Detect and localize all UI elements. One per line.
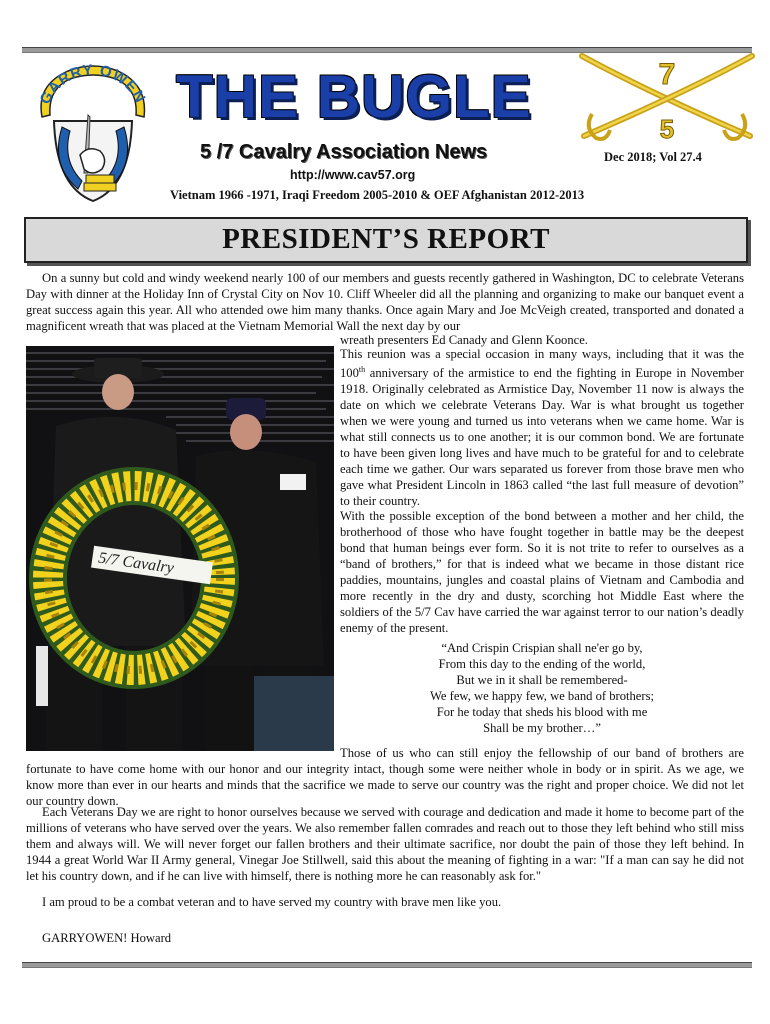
quote-line: From this day to the ending of the world, xyxy=(438,657,646,671)
signoff: GARRYOWEN! Howard xyxy=(42,931,172,945)
quote-line: We few, we happy few, we band of brothers; xyxy=(430,689,654,703)
intro-paragraph xyxy=(26,270,744,334)
quote-line: Shall be my brother…” xyxy=(483,721,601,735)
website-link[interactable]: http://www.cav57.org xyxy=(290,168,416,182)
veterans-day-paragraph: Each Veterans Day we are right to honor ourselves because we served with courage and dedication and made it home to become part of the millions of veterans who have served over the years. We also remember fallen comrades and reach out to those they left behind who still miss them and always will. We will never forget our fallen brothers and their ultimate sacrifice, nor doubt the pain of those they left behind. In 1944 a great World War II Army general, Vinegar Joe Stillwell, said this about the meaning of fighting in a war: "If a man can say he did not let his country down, and if he can live with himself, there is nothing more he can reasonably ask for." xyxy=(26,805,744,883)
wreath-photo xyxy=(26,346,334,751)
ordinal-suffix: th xyxy=(358,365,366,374)
garry-owen-crest-logo xyxy=(28,55,158,205)
reunion-paragraph: This reunion was a special occasion in many ways, including that it was the 100th anniversary of the armistice to end the fighting in Europe in November 1918. Originally celebrated as Armistice Day, November 11 now is always the date on which we celebrate Veterans Day. War is what brought us together when we were young and turned us into veterans when we came home. War is what still connects us to one another; it is our common bond. We are fortunate to have been given long lives and have much to be grateful for and to celebrate each time we gather. Our wars separated us forever from those brave men who gave what President Lincoln in 1863 called “the last full measure of devotion” to their country. xyxy=(340,347,744,509)
report-header-box xyxy=(24,217,748,263)
svg-text:GARRY OWEN: GARRY OWEN xyxy=(36,61,150,108)
intro-tail: wreath presenters Ed Canady and Glenn Koonce. xyxy=(340,333,588,347)
newsletter-subtitle: 5 /7 Cavalry Association News xyxy=(200,141,488,163)
brotherhood-paragraph: With the possible exception of the bond between a mother and her child, the brotherhood of those who have fought together in battle may be the deepest bond that human beings ever form. So it is not trite to refer to ourselves as a “band of brothers,” for that is indeed what we became in those distant rice paddies, mountains, jungles and coastal plains of Vietnam and Cambodia and more recently in the dry and dusty, scorching hot Middle East where the soldiers of the 5/7 Cav have carried the war against terror to our nation’s deadly enemy of the present. xyxy=(340,509,744,635)
bottom-rule xyxy=(22,962,752,968)
campaigns-line: Vietnam 1966 -1971, Iraqi Freedom 2005-2010 & OEF Afghanistan 2012-2013 xyxy=(170,188,585,202)
newsletter-title: THE BUGLE xyxy=(176,63,532,130)
quote-line: “And Crispin Crispian shall ne'er go by, xyxy=(441,641,643,655)
crossed-sabres-insignia xyxy=(578,52,756,144)
fellowship-paragraph: Those of us who can still enjoy the fellowship of our band of brothers are fortunate to have come home with our honor and our integrity intact, though some were neither whole in body or in spirit. As we age, we know more than ever in our hearts and minds that the sacrifice we made to serve our country was the right and proper choice. We did not let our country down. xyxy=(26,746,744,808)
quote-line: But we in it shall be remembered- xyxy=(456,673,628,687)
svg-text:7: 7 xyxy=(658,58,676,91)
intro-text: On a sunny but cold and windy weekend nearly 100 of our members and guests recently gathered in Washington, DC to celebrate Veterans Day with dinner at the Holiday Inn of Crystal City on Nov 10. Cliff Wheeler did all the planning and organizing to make our banquet event a great success again this year. All who attended owe him many thanks. Once again Mary and Joe McVeigh created, transported and donated a magnificent wreath that was placed at the Vietnam Memorial Wall the next day by our xyxy=(26,271,744,333)
report-heading: PRESIDENT’S REPORT xyxy=(222,223,550,255)
svg-text:5: 5 xyxy=(659,114,675,144)
issue-date: Dec 2018; Vol 27.4 xyxy=(604,150,702,164)
crispin-quote xyxy=(340,640,744,736)
quote-line: For he today that sheds his blood with me xyxy=(436,705,648,719)
proud-veteran-paragraph: I am proud to be a combat veteran and to have served my country with brave men like you. xyxy=(42,895,502,909)
svg-text:5/7 Cavalry: 5/7 Cavalry xyxy=(97,549,175,577)
